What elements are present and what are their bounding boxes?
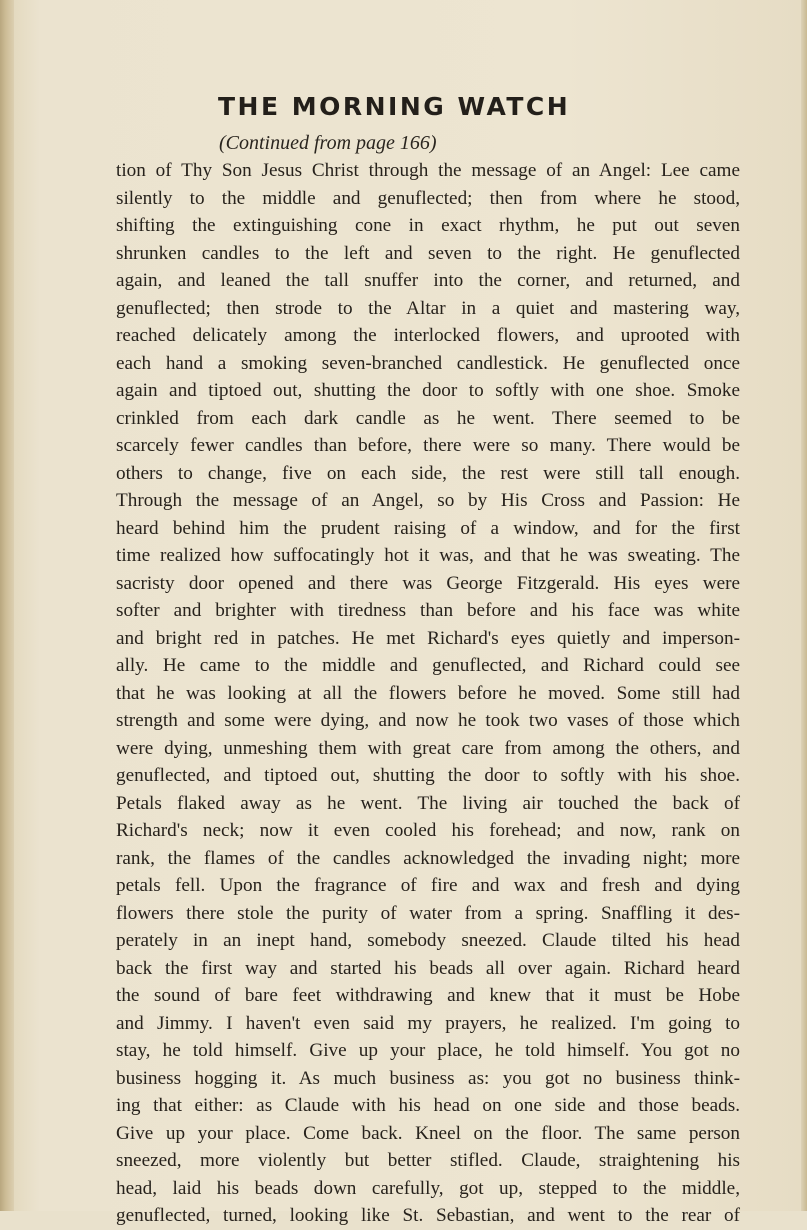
page-spine-edge [0,0,14,1211]
text-line: back the first way and started his beads all over again. Richard heard [116,957,740,979]
text-line: others to change, five on each side, the rest were still tall enough. [116,462,740,484]
text-line: heard behind him the prudent raising of a window, and for the first [116,517,740,539]
text-line: were dying, unmeshing them with great care from among the others, and [116,737,740,759]
page-right-edge [801,0,807,1211]
text-line: Richard's neck; now it even cooled his forehead; and now, rank on [116,820,740,841]
text-line: and Jimmy. I haven't even said my prayers, he realized. I'm going to [116,1012,740,1034]
text-line: petals fell. Upon the fragrance of fire and wax and fresh and dying [116,875,740,896]
text-line: Petals flaked away as he went. The living air touched the back of [116,792,740,814]
text-line: ing that either: as Claude with his head on one side and those beads. [116,1095,740,1116]
text-line: genuflected, and tiptoed out, shutting the door to softly with his shoe. [116,765,740,786]
text-line: sacristy door opened and there was George Fitzgerald. His eyes were [116,572,740,594]
text-line: rank, the flames of the candles acknowledged the invading night; more [116,847,740,869]
continued-note: (Continued from page 166) [219,132,437,154]
text-line: again, and leaned the tall snuffer into the corner, and returned, and [116,270,740,291]
text-line: and bright red in patches. He met Richard's eyes quietly and imperson- [116,627,740,649]
text-line: crinkled from each dark candle as he went. There seemed to be [116,407,740,429]
text-line: again and tiptoed out, shutting the door to softly with one shoe. Smoke [116,380,740,401]
page-title: THE MORNING WATCH [218,92,571,121]
text-line: stay, he told himself. Give up your place, he told himself. You got no [116,1040,740,1061]
text-line: shifting the extinguishing cone in exact rhythm, he put out seven [116,215,740,236]
text-line: silently to the middle and genuflected; then from where he stood, [116,187,740,209]
text-line: Through the message of an Angel, so by His Cross and Passion: He [116,490,740,511]
text-line: perately in an inept hand, somebody sneezed. Claude tilted his head [116,930,740,951]
body-text [116,157,740,1230]
text-line: reached delicately among the interlocked flowers, and uprooted with [116,325,740,346]
text-line: that he was looking at all the flowers before he moved. Some still had [116,682,740,704]
text-line: flowers there stole the purity of water from a spring. Snaffling it des- [116,902,740,924]
text-line: business hogging it. As much business as: you got no business think- [116,1067,740,1089]
text-line: time realized how suffocatingly hot it was, and that he was sweating. The [116,545,740,566]
text-line: softer and brighter with tiredness than before and his face was white [116,600,740,621]
text-line: strength and some were dying, and now he took two vases of those which [116,710,740,731]
text-line: tion of Thy Son Jesus Christ through the message of an Angel: Lee came [116,160,740,181]
text-line: genuflected, turned, looking like St. Sebastian, and went to the rear of [116,1205,740,1226]
text-line: the sound of bare feet withdrawing and knew that it must be Hobe [116,985,740,1006]
text-line: head, laid his beads down carefully, got up, stepped to the middle, [116,1177,740,1199]
text-line: scarcely fewer candles than before, there were so many. There would be [116,435,740,456]
text-line: each hand a smoking seven-branched candlestick. He genuflected once [116,352,740,374]
text-line: ally. He came to the middle and genuflected, and Richard could see [116,655,740,676]
text-line: genuflected; then strode to the Altar in a quiet and mastering way, [116,297,740,319]
text-line: Give up your place. Come back. Kneel on the floor. The same person [116,1122,740,1144]
text-line: shrunken candles to the left and seven to the right. He genuflected [116,242,740,264]
text-line: sneezed, more violently but better stifled. Claude, straightening his [116,1150,740,1171]
